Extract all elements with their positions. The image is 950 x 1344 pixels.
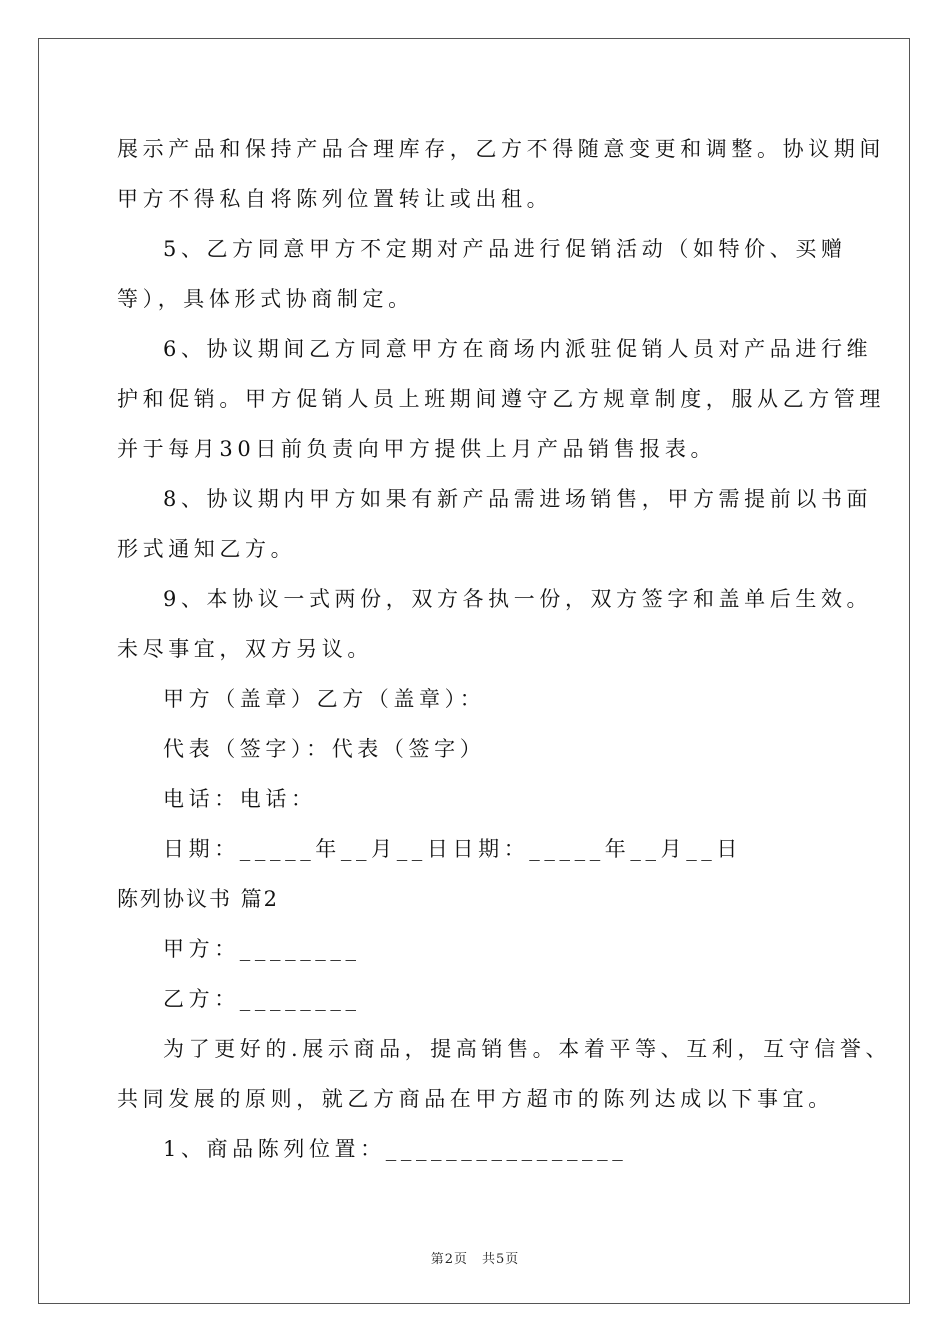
paragraph-line: 展示产品和保持产品合理库存，乙方不得随意变更和调整。协议期间 xyxy=(117,137,885,161)
display-location-field: 1、商品陈列位置：________________ xyxy=(163,1137,628,1161)
signature-line-date: 日期：_____年__月__日日期：_____年__月__日 xyxy=(163,837,742,861)
paragraph-line: 护和促销。甲方促销人员上班期间遵守乙方规章制度，服从乙方管理 xyxy=(117,387,885,411)
page-frame xyxy=(38,38,910,1304)
paragraph-line: 未尽事宜，双方另议。 xyxy=(117,637,373,661)
paragraph-line: 9、本协议一式两份，双方各执一份，双方签字和盖单后生效。 xyxy=(163,587,873,611)
paragraph-line: 6、协议期间乙方同意甲方在商场内派驻促销人员对产品进行维 xyxy=(163,337,873,361)
paragraph-line: 等），具体形式协商制定。 xyxy=(117,287,414,311)
paragraph-line: 形式通知乙方。 xyxy=(117,537,297,561)
signature-line-seal: 甲方（盖章）乙方（盖章）： xyxy=(163,687,486,711)
paragraph-line: 8、协议期内甲方如果有新产品需进场销售，甲方需提前以书面 xyxy=(163,487,873,511)
signature-line-representative: 代表（签字）：代表（签字） xyxy=(163,737,486,761)
paragraph-line: 甲方不得私自将陈列位置转让或出租。 xyxy=(117,187,553,211)
page-number-footer: 第2页 共5页 xyxy=(430,1252,520,1267)
party-b-field: 乙方：________ xyxy=(163,987,361,1011)
section-heading: 陈列协议书 篇2 xyxy=(117,887,280,911)
paragraph-line: 共同发展的原则，就乙方商品在甲方超市的陈列达成以下事宜。 xyxy=(117,1087,834,1111)
paragraph-line: 并于每月30日前负责向甲方提供上月产品销售报表。 xyxy=(117,437,717,461)
signature-line-phone: 电话：电话： xyxy=(163,787,317,811)
paragraph-line: 5、乙方同意甲方不定期对产品进行促销活动（如特价、买赠 xyxy=(163,237,847,261)
paragraph-line: 为了更好的.展示商品，提高销售。本着平等、互利，互守信誉、 xyxy=(163,1037,892,1061)
party-a-field: 甲方：________ xyxy=(163,937,361,961)
